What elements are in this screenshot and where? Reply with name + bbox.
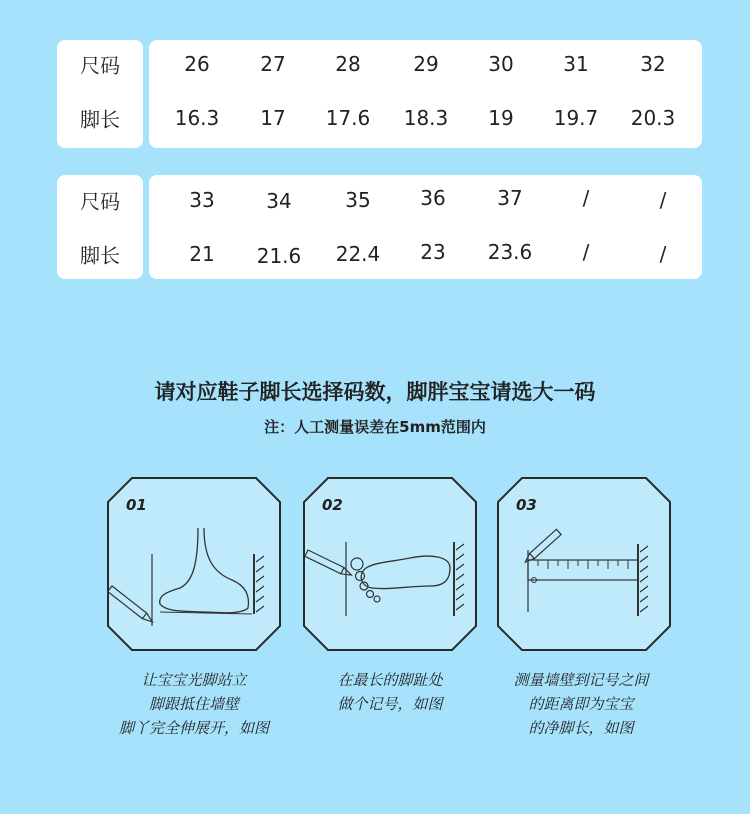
size-cell: 35: [345, 188, 371, 212]
size-cell: 36: [420, 186, 446, 210]
size-cell: 34: [266, 189, 292, 213]
length-cell: 18.3: [403, 106, 449, 130]
size-cell: 33: [189, 188, 215, 212]
size-cell: 28: [335, 52, 361, 76]
values-panel: [149, 175, 702, 279]
length-cell: 17.6: [325, 106, 371, 130]
step-3-caption: [466, 668, 696, 740]
size-table-1: [57, 40, 702, 148]
step-number: 03: [516, 496, 537, 514]
foot-top-mark-icon: [300, 476, 480, 652]
size-cell: 37: [497, 186, 523, 210]
length-label: 脚长: [80, 107, 120, 132]
size-cell: 27: [260, 52, 286, 76]
step-3-illustration: [494, 476, 674, 652]
length-cell: /: [582, 240, 590, 264]
label-column: [57, 40, 143, 148]
caption-line: 在最长的脚趾处: [337, 671, 443, 689]
caption-line: 测量墙壁到记号之间: [513, 671, 649, 689]
size-label: 尺码: [80, 53, 120, 78]
values-panel: [149, 40, 702, 148]
caption-line: 做个记号，如图: [337, 695, 443, 713]
length-label: 脚长: [80, 243, 120, 268]
length-cell: /: [659, 242, 667, 266]
length-cell: 20.3: [630, 106, 676, 130]
length-cell: 21.6: [256, 244, 302, 268]
size-cell: 26: [184, 52, 210, 76]
label-column: [57, 175, 143, 279]
size-label: 尺码: [80, 189, 120, 214]
size-table-2: [57, 175, 702, 279]
step-1-illustration: [104, 476, 284, 652]
length-cell: 17: [260, 106, 286, 130]
size-cell: 32: [640, 52, 666, 76]
caption-line: 脚跟抵住墙壁: [148, 695, 239, 713]
step-2-illustration: [300, 476, 480, 652]
length-cell: 23: [420, 240, 446, 264]
note: 注：人工测量误差在5mm范围内: [264, 418, 486, 436]
step-number: 02: [322, 496, 343, 514]
ruler-measure-icon: [494, 476, 674, 652]
size-cell: 29: [413, 52, 439, 76]
length-cell: 16.3: [174, 106, 220, 130]
length-cell: 19.7: [553, 106, 599, 130]
size-cell: 30: [488, 52, 514, 76]
caption-line: 脚丫完全伸展开，如图: [118, 719, 269, 737]
length-cell: 23.6: [487, 240, 533, 264]
length-cell: 21: [189, 242, 215, 266]
size-cell: /: [582, 186, 590, 210]
size-cell: /: [659, 188, 667, 212]
caption-line: 的距离即为宝宝: [528, 695, 634, 713]
foot-side-wall-icon: [104, 476, 284, 652]
caption-line: 的净脚长，如图: [528, 719, 634, 737]
length-cell: 22.4: [335, 242, 381, 266]
caption-line: 让宝宝光脚站立: [141, 671, 247, 689]
size-cell: 31: [563, 52, 589, 76]
step-number: 01: [126, 496, 147, 514]
heading: 请对应鞋子脚长选择码数，脚胖宝宝请选大一码: [154, 380, 596, 404]
length-cell: 19: [488, 106, 514, 130]
